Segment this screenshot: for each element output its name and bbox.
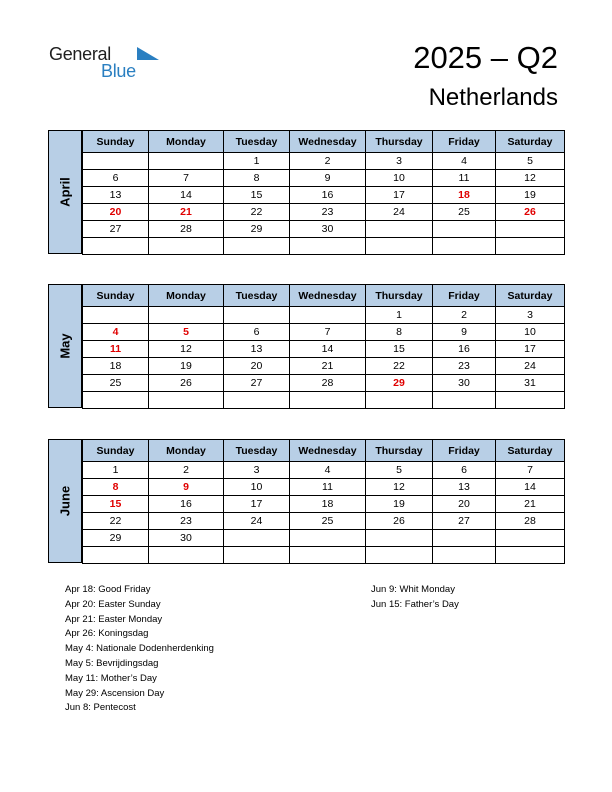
month-grid — [82, 284, 565, 409]
empty-cell — [224, 547, 290, 564]
holiday-note: May 4: Nationale Dodenherdenking — [65, 643, 214, 655]
day-cell: 11 — [83, 341, 149, 358]
month-grid — [82, 439, 565, 564]
weekday-header-row — [83, 285, 565, 307]
day-cell: 14 — [290, 341, 366, 358]
weekday-header: Monday — [149, 131, 224, 153]
weekday-header: Thursday — [366, 440, 433, 462]
day-cell: 10 — [366, 170, 433, 187]
day-cell: 11 — [290, 479, 366, 496]
week-row — [83, 375, 565, 392]
weekday-header: Friday — [433, 285, 496, 307]
day-cell: 27 — [83, 221, 149, 238]
week-row — [83, 204, 565, 221]
week-row — [83, 307, 565, 324]
day-cell: 8 — [83, 479, 149, 496]
day-cell: 25 — [433, 204, 496, 221]
week-row — [83, 238, 565, 255]
holiday-notes-left — [65, 583, 214, 716]
day-cell: 30 — [433, 375, 496, 392]
day-cell: 16 — [433, 341, 496, 358]
day-cell: 12 — [149, 341, 224, 358]
day-cell: 2 — [290, 153, 366, 170]
day-cell: 16 — [149, 496, 224, 513]
holiday-note: May 29: Ascension Day — [65, 687, 165, 699]
empty-cell — [290, 530, 366, 547]
empty-cell — [224, 530, 290, 547]
day-cell: 9 — [433, 324, 496, 341]
empty-cell — [433, 530, 496, 547]
day-cell: 5 — [149, 324, 224, 341]
day-cell: 26 — [366, 513, 433, 530]
day-cell: 5 — [496, 153, 565, 170]
day-cell: 21 — [290, 358, 366, 375]
day-cell: 23 — [149, 513, 224, 530]
logo — [49, 44, 149, 84]
week-row — [83, 221, 565, 238]
day-cell: 7 — [149, 170, 224, 187]
weekday-header: Monday — [149, 285, 224, 307]
week-row — [83, 496, 565, 513]
day-cell: 1 — [224, 153, 290, 170]
week-row — [83, 187, 565, 204]
holiday-note: Jun 9: Whit Monday — [371, 584, 455, 595]
day-cell: 4 — [290, 462, 366, 479]
empty-cell — [83, 392, 149, 409]
holiday-note: Apr 18: Good Friday — [65, 584, 151, 595]
day-cell: 20 — [433, 496, 496, 513]
day-cell: 15 — [224, 187, 290, 204]
empty-cell — [433, 392, 496, 409]
day-cell: 12 — [366, 479, 433, 496]
week-row — [83, 358, 565, 375]
day-cell: 19 — [496, 187, 565, 204]
weekday-header: Monday — [149, 440, 224, 462]
day-cell: 20 — [224, 358, 290, 375]
week-row — [83, 547, 565, 564]
day-cell: 22 — [224, 204, 290, 221]
day-cell: 31 — [496, 375, 565, 392]
empty-cell — [433, 238, 496, 255]
weekday-header: Sunday — [83, 440, 149, 462]
day-cell: 8 — [224, 170, 290, 187]
empty-cell — [290, 238, 366, 255]
holiday-notes-right — [371, 583, 459, 613]
weekday-header-row — [83, 131, 565, 153]
weekday-header: Sunday — [83, 285, 149, 307]
country-title: Netherlands — [428, 84, 558, 111]
day-cell: 25 — [290, 513, 366, 530]
day-cell: 25 — [83, 375, 149, 392]
day-cell: 16 — [290, 187, 366, 204]
week-row — [83, 153, 565, 170]
day-cell: 27 — [224, 375, 290, 392]
weekday-header: Saturday — [496, 285, 565, 307]
day-cell: 23 — [433, 358, 496, 375]
day-cell: 2 — [433, 307, 496, 324]
day-cell: 28 — [149, 221, 224, 238]
day-cell: 11 — [433, 170, 496, 187]
week-row — [83, 392, 565, 409]
holiday-note: Apr 26: Koningsdag — [65, 628, 149, 640]
day-cell: 30 — [290, 221, 366, 238]
day-cell: 17 — [496, 341, 565, 358]
day-cell: 1 — [366, 307, 433, 324]
day-cell: 13 — [83, 187, 149, 204]
weekday-header-row — [83, 440, 565, 462]
weekday-header: Wednesday — [290, 131, 366, 153]
empty-cell — [366, 530, 433, 547]
day-cell: 22 — [366, 358, 433, 375]
empty-cell — [224, 238, 290, 255]
month-label-bar — [48, 439, 82, 563]
day-cell: 21 — [496, 496, 565, 513]
empty-cell — [224, 392, 290, 409]
day-cell: 18 — [83, 358, 149, 375]
empty-cell — [366, 238, 433, 255]
empty-cell — [83, 307, 149, 324]
day-cell: 3 — [496, 307, 565, 324]
day-cell: 30 — [149, 530, 224, 547]
weekday-header: Tuesday — [224, 440, 290, 462]
day-cell: 7 — [496, 462, 565, 479]
day-cell: 9 — [290, 170, 366, 187]
empty-cell — [149, 307, 224, 324]
day-cell: 4 — [83, 324, 149, 341]
holiday-note: May 11: Mother’s Day — [65, 672, 157, 684]
empty-cell — [496, 238, 565, 255]
day-cell: 23 — [290, 204, 366, 221]
empty-cell — [290, 392, 366, 409]
day-cell: 29 — [224, 221, 290, 238]
empty-cell — [496, 221, 565, 238]
day-cell: 24 — [366, 204, 433, 221]
month-grid — [82, 130, 565, 255]
month-name: June — [57, 485, 73, 517]
day-cell: 10 — [224, 479, 290, 496]
weekday-header: Thursday — [366, 131, 433, 153]
day-cell: 10 — [496, 324, 565, 341]
day-cell: 20 — [83, 204, 149, 221]
day-cell: 15 — [83, 496, 149, 513]
day-cell: 1 — [83, 462, 149, 479]
day-cell: 3 — [366, 153, 433, 170]
logo-blue-text: Blue — [101, 61, 136, 81]
empty-cell — [496, 530, 565, 547]
day-cell: 28 — [290, 375, 366, 392]
empty-cell — [83, 238, 149, 255]
day-cell: 21 — [149, 204, 224, 221]
weekday-header: Saturday — [496, 131, 565, 153]
day-cell: 14 — [149, 187, 224, 204]
empty-cell — [496, 392, 565, 409]
day-cell: 8 — [366, 324, 433, 341]
week-row — [83, 324, 565, 341]
weekday-header: Wednesday — [290, 440, 366, 462]
weekday-header: Friday — [433, 440, 496, 462]
day-cell: 13 — [224, 341, 290, 358]
day-cell: 15 — [366, 341, 433, 358]
day-cell: 18 — [433, 187, 496, 204]
holiday-note: Apr 20: Easter Sunday — [65, 598, 161, 610]
weekday-header: Saturday — [496, 440, 565, 462]
day-cell: 19 — [366, 496, 433, 513]
day-cell: 2 — [149, 462, 224, 479]
day-cell: 4 — [433, 153, 496, 170]
day-cell: 24 — [224, 513, 290, 530]
day-cell: 29 — [83, 530, 149, 547]
day-cell: 17 — [224, 496, 290, 513]
holiday-note: Jun 15: Father’s Day — [371, 598, 459, 610]
empty-cell — [149, 392, 224, 409]
empty-cell — [366, 392, 433, 409]
month-name: April — [57, 177, 73, 207]
empty-cell — [149, 238, 224, 255]
logo-general-text: General — [49, 44, 111, 64]
weekday-header: Thursday — [366, 285, 433, 307]
empty-cell — [496, 547, 565, 564]
empty-cell — [290, 307, 366, 324]
week-row — [83, 170, 565, 187]
day-cell: 13 — [433, 479, 496, 496]
day-cell: 3 — [224, 462, 290, 479]
week-row — [83, 341, 565, 358]
day-cell: 17 — [366, 187, 433, 204]
day-cell: 14 — [496, 479, 565, 496]
empty-cell — [149, 153, 224, 170]
week-row — [83, 530, 565, 547]
empty-cell — [83, 547, 149, 564]
day-cell: 28 — [496, 513, 565, 530]
day-cell: 5 — [366, 462, 433, 479]
weekday-header: Tuesday — [224, 285, 290, 307]
week-row — [83, 513, 565, 530]
day-cell: 12 — [496, 170, 565, 187]
empty-cell — [83, 153, 149, 170]
day-cell: 7 — [290, 324, 366, 341]
day-cell: 18 — [290, 496, 366, 513]
empty-cell — [224, 307, 290, 324]
empty-cell — [366, 547, 433, 564]
day-cell: 26 — [496, 204, 565, 221]
holiday-note: Jun 8: Pentecost — [65, 702, 136, 714]
day-cell: 9 — [149, 479, 224, 496]
holiday-note: Apr 21: Easter Monday — [65, 613, 163, 625]
weekday-header: Wednesday — [290, 285, 366, 307]
page-title: 2025 – Q2 — [413, 40, 558, 75]
month-name: May — [57, 333, 73, 359]
day-cell: 26 — [149, 375, 224, 392]
empty-cell — [433, 547, 496, 564]
week-row — [83, 462, 565, 479]
empty-cell — [433, 221, 496, 238]
day-cell: 6 — [224, 324, 290, 341]
weekday-header: Sunday — [83, 131, 149, 153]
day-cell: 6 — [433, 462, 496, 479]
weekday-header: Tuesday — [224, 131, 290, 153]
day-cell: 24 — [496, 358, 565, 375]
day-cell: 22 — [83, 513, 149, 530]
empty-cell — [366, 221, 433, 238]
logo-triangle-icon — [137, 47, 159, 60]
day-cell: 27 — [433, 513, 496, 530]
day-cell: 29 — [366, 375, 433, 392]
month-label-bar — [48, 130, 82, 254]
empty-cell — [290, 547, 366, 564]
weekday-header: Friday — [433, 131, 496, 153]
day-cell: 19 — [149, 358, 224, 375]
week-row — [83, 479, 565, 496]
month-label-bar — [48, 284, 82, 408]
empty-cell — [149, 547, 224, 564]
holiday-note: May 5: Bevrijdingsdag — [65, 657, 159, 669]
day-cell: 6 — [83, 170, 149, 187]
